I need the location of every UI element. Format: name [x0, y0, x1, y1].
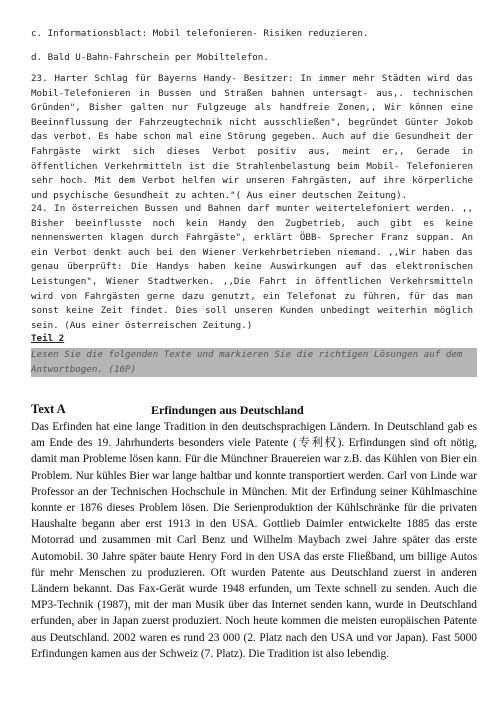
text-a-label: Text A [31, 402, 66, 416]
option-d-text: d. Bald U-Bahn-Fahrschein per Mobiltelefon. [31, 52, 269, 63]
instruction-text: Lesen Sie die folgenden Texte und markieren Sie die richtigen Lösungen auf dem Antwortbogen. (16P) [31, 348, 477, 377]
section-title: Teil 2 [31, 333, 65, 344]
text-a-body: Das Erfinden hat eine lange Tradition in den deutschsprachigen Ländern. In Deutschland gab es am Ende des 19. Jahrhunderts besonders viele Patente (专利权). Erfindungen sind oft nötig, damit man Probleme lösen kann. Für die Münchner Brauereien war z.B. das Kühlen von Bier ein Problem. Nur kühles Bier war lange haltbar und konnte transportiert werden. Carl von Linde war Professor an der Technischen Hochschule in München. Mit der Erfindung seiner Kühlmaschine konnte er 1876 dieses Problem lösen. Die Serienproduktion der Kühlschränke für die privaten Haushalte begann aber erst 1913 in den USA. Gottlieb Daimler entwickelte 1885 das erste Motorrad und zusammen mit Carl Benz und Wilhelm Maybach zwei Jahre später das erste Automobil. 30 Jahre später baute Henry Ford in den USA das erste Fließband, um billige Autos für mehr Menschen zu produzieren. Oft wurden Patente aus Deutschland zuerst in anderen Ländern bekannt. Das Fax-Gerät wurde 1948 erfunden, um Texte schnell zu senden. Auch die MP3-Technik (1987), mit der man Musik über das Internet senden kann, wurde in Deutschland erfunden, aber in Japan zuerst produziert. Noch heute kommen die meisten europäischen Patente aus Deutschland. 2002 waren es rund 23 000 (2. Platz nach den USA und vor Japan). Fast 5000 Erfindungen kamen aus der Schweiz (7. Platz). Die Tradition ist also lebendig. [31, 421, 477, 660]
paragraph-24: 24. In österreichen Bussen und Bahnen darf munter weitertelefoniert werden. ,, Bisher beeinflusste noch kein Handy den Zugbetrieb, auch gibt es keine nennenswerten klagen durch Fahrgäste", erklärt ÖBB- Sprecher Franz suppan. An ein Verbot denkt auch bei den Wiener Verkehrbetrieben niemand. ,,Wir haben das genau überprüft: Die Handys haben keine Auswirkungen auf das elektronischen Leistungen", Wiener Stadtwerken. ,,Die Fahrt in öffentlichen Verkehrsmitteln wird von Fahrgästen gerne dazu genutzt, ein Telefonat zu führen, für das man sonst keine Zeit findet. Dies soll unseren Kunden unbedingt weiterhin möglich sein. (Aus einer österreischen Zeitung.) [31, 203, 473, 331]
text-a-title: Erfindungen aus Deutschland [151, 403, 304, 417]
text-a-header [31, 402, 477, 419]
paragraph-23: 23. Harter Schlag für Bayerns Handy- Besitzer: In immer mehr Städten wird das Mobil-Telefonieren in Bussen und Straßen bahnen untersagt- aus,. technischen Gründen", Bisher galten nur Fulgzeuge als handfreie Zonen,, Wir können eine Beeinnflussung der Fahrzeugtechnik nicht ausschließen", begründet Günter Jokob das verbot. Es habe schon mal eine Störung gegeben. Auch auf die Gesundheit der Fahrgäste wirkt sich dieses Verbot positiv aus, meint er,, Gerade in öffentlichen Verkehrmitteln ist die Strahlenbelastung beim Mobil- Telefonieren sehr hoch. Mit dem Verbot helfen wir unseren Fahrgästen, auf ihre körperliche und psychische Gesundheit zu achten."( Aus einer deutschen Zeitung). [31, 73, 473, 201]
option-c-text: c. Informationsblact: Mobil telefonieren- Risiken reduzieren. [31, 28, 369, 39]
text-a-section [31, 402, 477, 662]
